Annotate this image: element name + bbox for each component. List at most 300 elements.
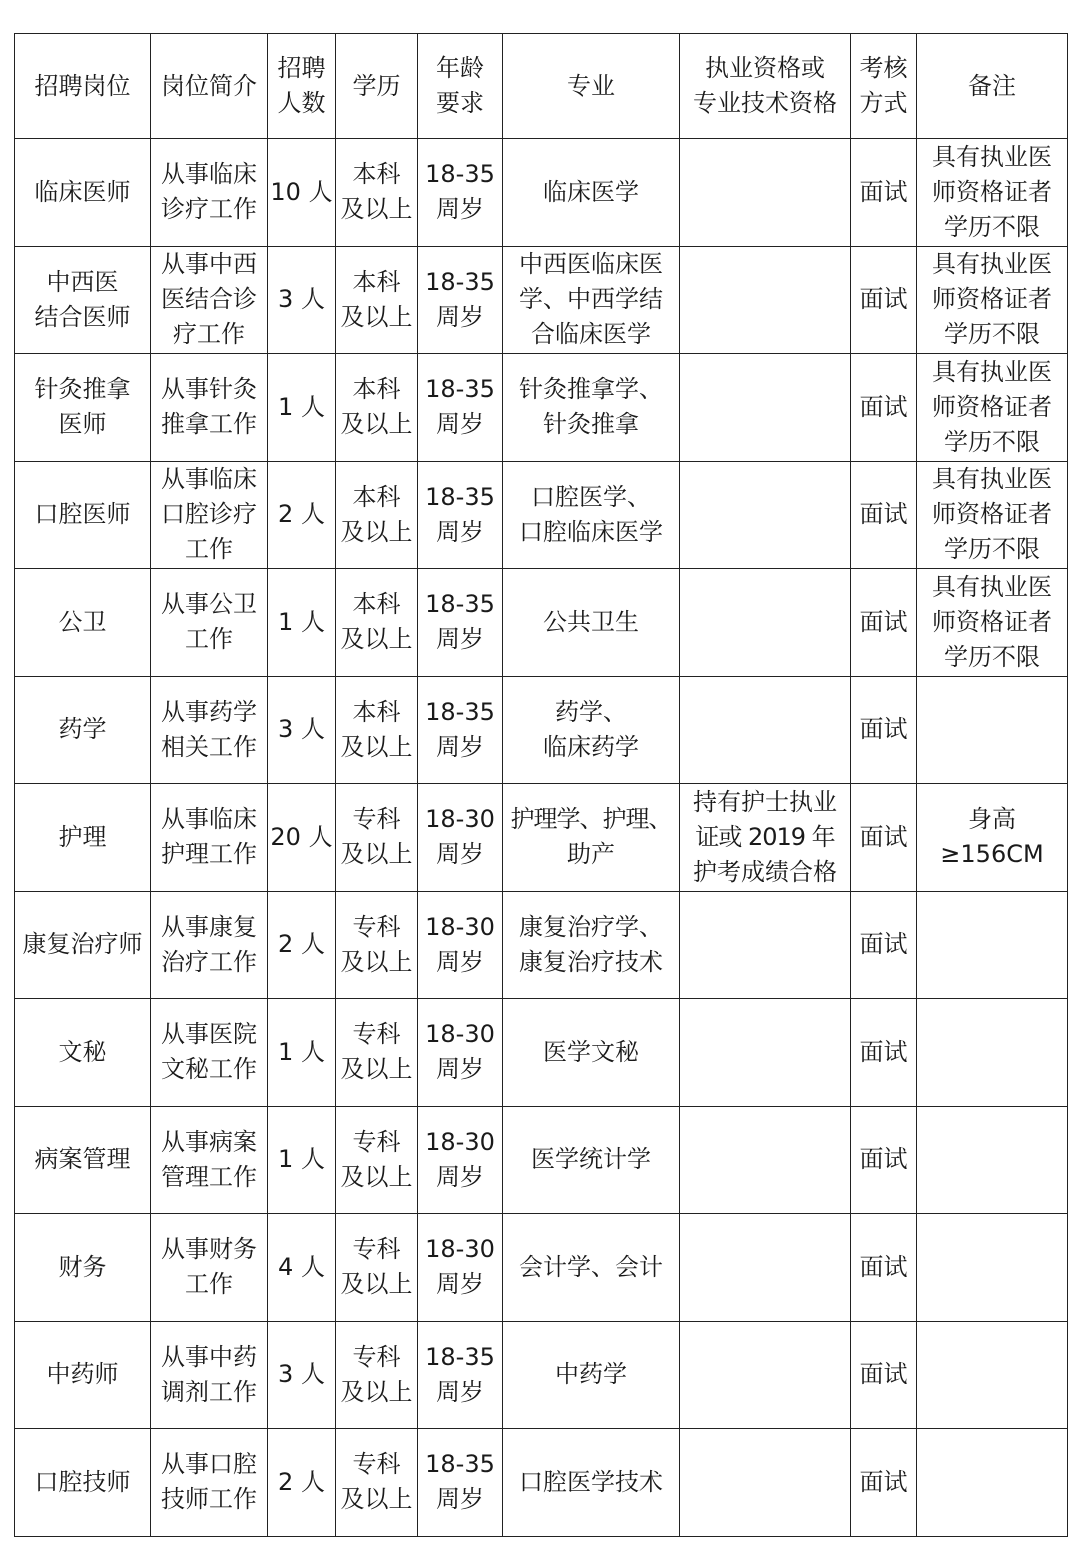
cell-text-line: 1 人 (278, 1037, 325, 1066)
cell-qualification (680, 999, 851, 1107)
cell-text-line: 技师工作 (161, 1485, 257, 1514)
cell-position (15, 246, 151, 354)
cell-text-line: 面试 (859, 1252, 908, 1281)
cell-text-line: 护考成绩合格 (693, 857, 837, 886)
cell-text-line: 药学 (58, 715, 107, 744)
cell-text-line: 中药学 (555, 1360, 627, 1389)
header-position (15, 34, 151, 139)
cell-assessment (851, 461, 917, 569)
cell-text-line: 及以上 (340, 840, 413, 869)
cell-text-line: 合临床医学 (531, 320, 651, 349)
cell-text-line: 学历 (352, 71, 401, 100)
cell-text-line: 周岁 (436, 1055, 484, 1084)
cell-text-line: 4 人 (278, 1252, 325, 1281)
cell-text-line: 面试 (859, 930, 908, 959)
cell-qualification (680, 569, 851, 677)
cell-major (503, 461, 680, 569)
cell-text-line: 周岁 (436, 1270, 484, 1299)
cell-major (503, 1429, 680, 1537)
cell-text-line: 医学统计学 (531, 1145, 651, 1174)
cell-education (336, 1106, 418, 1214)
cell-description (151, 999, 268, 1107)
cell-position (15, 1429, 151, 1537)
cell-qualification (680, 1214, 851, 1322)
cell-text-line: 及以上 (340, 1162, 413, 1191)
cell-text-line: 周岁 (436, 1162, 484, 1191)
cell-text-line: 中西医 (46, 267, 119, 296)
cell-qualification (680, 461, 851, 569)
cell-text-line: 口腔医师 (34, 500, 131, 529)
cell-text-line: 周岁 (436, 732, 484, 761)
cell-text-line: 从事临床 (161, 160, 257, 189)
header-remarks (917, 34, 1068, 139)
cell-text-line: 康复治疗师 (22, 930, 143, 959)
cell-description (151, 569, 268, 677)
cell-text-line: 及以上 (340, 625, 413, 654)
cell-text-line: 护理 (58, 822, 107, 851)
cell-text-line: 相关工作 (161, 732, 257, 761)
cell-description (151, 784, 268, 892)
cell-text-line: 本科 (352, 590, 401, 619)
cell-text-line: 从事公卫 (161, 590, 257, 619)
cell-text-line: 学历不限 (944, 642, 1040, 671)
cell-text-line: 18-30 (425, 1127, 495, 1156)
cell-text-line: 3 人 (278, 285, 325, 314)
cell-text-line: 1 人 (278, 392, 325, 421)
cell-text-line: 医师 (58, 410, 107, 439)
cell-text-line: 口腔医学技术 (519, 1467, 663, 1496)
cell-text-line: 本科 (352, 375, 401, 404)
cell-text-line: 招聘 (277, 54, 326, 82)
cell-text-line: 2 人 (278, 930, 325, 959)
cell-text-line: 中西医临床医 (519, 250, 663, 279)
cell-age (418, 354, 503, 462)
cell-text-line: 周岁 (436, 195, 484, 224)
cell-headcount (268, 461, 336, 569)
cell-age (418, 1214, 503, 1322)
cell-text-line: 从事康复 (161, 912, 257, 941)
cell-text-line: ≥156CM (940, 840, 1044, 869)
cell-age (418, 999, 503, 1107)
cell-text-line: 考核 (859, 54, 908, 82)
cell-text-line: 及以上 (340, 1485, 413, 1514)
cell-text-line: 学历不限 (944, 320, 1040, 349)
cell-text-line: 岗位简介 (161, 71, 257, 100)
table-body (15, 139, 1068, 1537)
cell-assessment (851, 1429, 917, 1537)
cell-qualification (680, 354, 851, 462)
cell-position (15, 139, 151, 247)
cell-text-line: 及以上 (340, 302, 413, 331)
cell-text-line: 专科 (352, 1235, 401, 1264)
cell-text-line: 面试 (859, 500, 908, 529)
cell-text-line: 从事中西 (161, 250, 257, 279)
cell-text-line: 针灸推拿 (34, 375, 131, 404)
cell-text-line: 本科 (352, 267, 401, 296)
cell-description (151, 139, 268, 247)
cell-text-line: 本科 (352, 482, 401, 511)
cell-assessment (851, 999, 917, 1107)
cell-text-line: 18-35 (425, 160, 495, 189)
cell-text-line: 3 人 (278, 1360, 325, 1389)
header-headcount (268, 34, 336, 139)
cell-text-line: 本科 (352, 697, 401, 726)
cell-position (15, 784, 151, 892)
cell-text-line: 临床医师 (34, 177, 131, 206)
cell-major (503, 139, 680, 247)
cell-text-line: 及以上 (340, 947, 413, 976)
cell-description (151, 1321, 268, 1429)
cell-assessment (851, 246, 917, 354)
header-qualification (680, 34, 851, 139)
cell-headcount (268, 139, 336, 247)
cell-text-line: 师资格证者 (932, 500, 1052, 529)
cell-age (418, 569, 503, 677)
cell-text-line: 18-35 (425, 482, 495, 511)
cell-text-line: 从事财务 (161, 1235, 257, 1264)
cell-text-line: 康复治疗技术 (519, 947, 663, 976)
cell-text-line: 面试 (859, 1360, 908, 1389)
cell-text-line: 口腔技师 (34, 1467, 131, 1496)
cell-description (151, 354, 268, 462)
cell-position (15, 1106, 151, 1214)
cell-qualification (680, 784, 851, 892)
cell-text-line: 文秘 (58, 1037, 107, 1066)
cell-major (503, 676, 680, 784)
cell-text-line: 从事中药 (161, 1342, 257, 1371)
cell-major (503, 354, 680, 462)
cell-position (15, 354, 151, 462)
cell-text-line: 18-35 (425, 697, 495, 726)
cell-text-line: 10 人 (270, 177, 333, 206)
cell-age (418, 246, 503, 354)
cell-remarks (917, 999, 1068, 1107)
cell-headcount (268, 999, 336, 1107)
cell-age (418, 891, 503, 999)
cell-headcount (268, 1214, 336, 1322)
cell-text-line: 18-30 (425, 1235, 495, 1264)
cell-text-line: 公共卫生 (543, 607, 639, 636)
cell-remarks (917, 676, 1068, 784)
cell-text-line: 康复治疗学、 (519, 912, 663, 941)
cell-assessment (851, 1214, 917, 1322)
cell-text-line: 专科 (352, 805, 401, 834)
cell-education (336, 784, 418, 892)
cell-assessment (851, 891, 917, 999)
cell-text-line: 面试 (859, 822, 908, 851)
cell-text-line: 学历不限 (944, 535, 1040, 564)
cell-education (336, 891, 418, 999)
cell-text-line: 师资格证者 (932, 177, 1052, 206)
cell-headcount (268, 784, 336, 892)
cell-remarks (917, 1106, 1068, 1214)
cell-headcount (268, 891, 336, 999)
cell-text-line: 人数 (277, 89, 326, 117)
cell-text-line: 18-35 (425, 1342, 495, 1371)
table-row (15, 1106, 1068, 1214)
cell-education (336, 139, 418, 247)
cell-text-line: 面试 (859, 177, 908, 206)
table-row (15, 676, 1068, 784)
cell-text-line: 面试 (859, 715, 908, 744)
cell-text-line: 面试 (859, 1145, 908, 1174)
cell-text-line: 财务 (58, 1252, 107, 1281)
cell-assessment (851, 1321, 917, 1429)
cell-text-line: 针灸推拿学、 (519, 375, 663, 404)
cell-position (15, 676, 151, 784)
cell-text-line: 工作 (185, 1270, 233, 1299)
cell-text-line: 18-35 (425, 267, 495, 296)
cell-education (336, 999, 418, 1107)
table-row (15, 784, 1068, 892)
cell-headcount (268, 1106, 336, 1214)
cell-education (336, 246, 418, 354)
table-row (15, 139, 1068, 247)
cell-text-line: 面试 (859, 392, 908, 421)
cell-text-line: 及以上 (340, 1377, 413, 1406)
cell-remarks (917, 246, 1068, 354)
cell-headcount (268, 1429, 336, 1537)
table-row (15, 461, 1068, 569)
cell-text-line: 及以上 (340, 732, 413, 761)
cell-text-line: 从事病案 (161, 1127, 257, 1156)
header-row (15, 34, 1068, 139)
cell-text-line: 及以上 (340, 195, 413, 224)
cell-text-line: 面试 (859, 1467, 908, 1496)
cell-position (15, 569, 151, 677)
cell-text-line: 专科 (352, 1127, 401, 1156)
recruitment-table (14, 33, 1068, 1537)
cell-position (15, 999, 151, 1107)
cell-age (418, 1321, 503, 1429)
cell-text-line: 具有执业医 (932, 572, 1052, 601)
cell-description (151, 1214, 268, 1322)
cell-qualification (680, 246, 851, 354)
cell-education (336, 1429, 418, 1537)
cell-assessment (851, 569, 917, 677)
cell-education (336, 354, 418, 462)
cell-assessment (851, 354, 917, 462)
cell-text-line: 师资格证者 (932, 607, 1052, 636)
cell-education (336, 1214, 418, 1322)
cell-text-line: 1 人 (278, 607, 325, 636)
cell-text-line: 周岁 (436, 302, 484, 331)
cell-text-line: 从事临床 (161, 465, 257, 494)
cell-text-line: 周岁 (436, 517, 484, 546)
cell-position (15, 1321, 151, 1429)
cell-text-line: 中药师 (46, 1360, 119, 1389)
cell-description (151, 891, 268, 999)
cell-age (418, 461, 503, 569)
cell-qualification (680, 139, 851, 247)
cell-text-line: 2 人 (278, 500, 325, 529)
cell-text-line: 18-30 (425, 912, 495, 941)
table-row (15, 999, 1068, 1107)
cell-remarks (917, 1429, 1068, 1537)
header-age (418, 34, 503, 139)
cell-text-line: 结合医师 (34, 302, 131, 331)
cell-text-line: 专业 (567, 71, 615, 100)
cell-text-line: 18-30 (425, 805, 495, 834)
cell-text-line: 从事口腔 (161, 1450, 257, 1479)
cell-text-line: 护理工作 (161, 840, 257, 869)
cell-text-line: 护理学、护理、 (510, 805, 672, 834)
cell-assessment (851, 784, 917, 892)
cell-remarks (917, 569, 1068, 677)
cell-text-line: 2 人 (278, 1467, 325, 1496)
cell-description (151, 676, 268, 784)
cell-text-line: 药学、 (555, 697, 627, 726)
cell-text-line: 持有护士执业 (693, 787, 837, 816)
cell-text-line: 18-35 (425, 375, 495, 404)
cell-text-line: 周岁 (436, 1377, 484, 1406)
cell-text-line: 具有执业医 (932, 142, 1052, 171)
cell-text-line: 公卫 (58, 607, 107, 636)
cell-headcount (268, 569, 336, 677)
cell-assessment (851, 1106, 917, 1214)
cell-text-line: 周岁 (436, 1485, 484, 1514)
table-row (15, 891, 1068, 999)
cell-text-line: 面试 (859, 285, 908, 314)
cell-text-line: 学历不限 (944, 212, 1040, 241)
cell-text-line: 及以上 (340, 1270, 413, 1299)
cell-text-line: 工作 (185, 625, 233, 654)
cell-text-line: 会计学、会计 (519, 1252, 663, 1281)
cell-text-line: 及以上 (340, 1055, 413, 1084)
cell-text-line: 口腔诊疗 (161, 500, 257, 529)
cell-qualification (680, 1321, 851, 1429)
cell-text-line: 18-35 (425, 590, 495, 619)
cell-text-line: 及以上 (340, 517, 413, 546)
header-description (151, 34, 268, 139)
cell-position (15, 891, 151, 999)
cell-text-line: 面试 (859, 1037, 908, 1066)
table-row (15, 354, 1068, 462)
cell-text-line: 针灸推拿 (543, 410, 639, 439)
cell-qualification (680, 1106, 851, 1214)
cell-text-line: 身高 (968, 805, 1016, 834)
table-row (15, 1429, 1068, 1537)
cell-text-line: 口腔医学、 (531, 482, 651, 511)
cell-education (336, 461, 418, 569)
cell-text-line: 医结合诊 (161, 285, 257, 314)
header-assessment (851, 34, 917, 139)
cell-text-line: 周岁 (436, 840, 484, 869)
cell-text-line: 调剂工作 (161, 1377, 257, 1406)
cell-age (418, 676, 503, 784)
cell-text-line: 备注 (968, 71, 1016, 100)
cell-age (418, 139, 503, 247)
cell-text-line: 师资格证者 (932, 285, 1052, 314)
cell-text-line: 临床医学 (543, 177, 639, 206)
cell-major (503, 1106, 680, 1214)
cell-text-line: 助产 (567, 840, 615, 869)
header-education (336, 34, 418, 139)
cell-assessment (851, 676, 917, 784)
cell-text-line: 具有执业医 (932, 357, 1052, 386)
cell-qualification (680, 676, 851, 784)
cell-headcount (268, 676, 336, 784)
cell-text-line: 诊疗工作 (161, 195, 257, 224)
cell-qualification (680, 891, 851, 999)
cell-text-line: 周岁 (436, 410, 484, 439)
cell-headcount (268, 246, 336, 354)
cell-text-line: 本科 (352, 160, 401, 189)
cell-major (503, 784, 680, 892)
cell-age (418, 784, 503, 892)
cell-text-line: 招聘岗位 (34, 71, 131, 100)
cell-text-line: 学、中西学结 (519, 285, 663, 314)
cell-text-line: 具有执业医 (932, 250, 1052, 279)
cell-text-line: 临床药学 (543, 732, 639, 761)
cell-text-line: 及以上 (340, 410, 413, 439)
cell-education (336, 676, 418, 784)
cell-text-line: 学历不限 (944, 427, 1040, 456)
cell-text-line: 专科 (352, 1450, 401, 1479)
table-row (15, 1321, 1068, 1429)
cell-text-line: 专科 (352, 1342, 401, 1371)
cell-text-line: 从事临床 (161, 805, 257, 834)
cell-text-line: 18-30 (425, 1020, 495, 1049)
cell-text-line: 师资格证者 (932, 392, 1052, 421)
cell-text-line: 专业技术资格 (693, 89, 837, 117)
table-row (15, 246, 1068, 354)
cell-qualification (680, 1429, 851, 1537)
cell-description (151, 1106, 268, 1214)
cell-text-line: 推拿工作 (161, 410, 257, 439)
cell-text-line: 病案管理 (34, 1145, 131, 1174)
cell-text-line: 文秘工作 (161, 1055, 257, 1084)
header-major (503, 34, 680, 139)
cell-remarks (917, 891, 1068, 999)
cell-text-line: 从事针灸 (161, 375, 257, 404)
cell-major (503, 246, 680, 354)
cell-text-line: 3 人 (278, 715, 325, 744)
cell-text-line: 从事医院 (161, 1020, 257, 1049)
cell-age (418, 1106, 503, 1214)
cell-major (503, 1214, 680, 1322)
cell-description (151, 246, 268, 354)
cell-education (336, 569, 418, 677)
cell-text-line: 管理工作 (161, 1162, 257, 1191)
cell-text-line: 18-35 (425, 1450, 495, 1479)
cell-major (503, 569, 680, 677)
cell-text-line: 治疗工作 (161, 947, 257, 976)
cell-text-line: 工作 (185, 535, 233, 564)
cell-text-line: 证或 2019 年 (695, 822, 835, 851)
cell-text-line: 年龄 (436, 54, 484, 82)
cell-text-line: 周岁 (436, 625, 484, 654)
cell-text-line: 专科 (352, 912, 401, 941)
cell-text-line: 周岁 (436, 947, 484, 976)
cell-description (151, 461, 268, 569)
table-header (15, 34, 1068, 139)
cell-remarks (917, 354, 1068, 462)
table-row (15, 569, 1068, 677)
cell-text-line: 医学文秘 (543, 1037, 639, 1066)
cell-assessment (851, 139, 917, 247)
cell-major (503, 999, 680, 1107)
cell-text-line: 从事药学 (161, 697, 257, 726)
cell-remarks (917, 784, 1068, 892)
cell-headcount (268, 1321, 336, 1429)
cell-description (151, 1429, 268, 1537)
cell-remarks (917, 1321, 1068, 1429)
cell-major (503, 1321, 680, 1429)
cell-text-line: 疗工作 (173, 320, 245, 349)
cell-remarks (917, 139, 1068, 247)
cell-remarks (917, 461, 1068, 569)
